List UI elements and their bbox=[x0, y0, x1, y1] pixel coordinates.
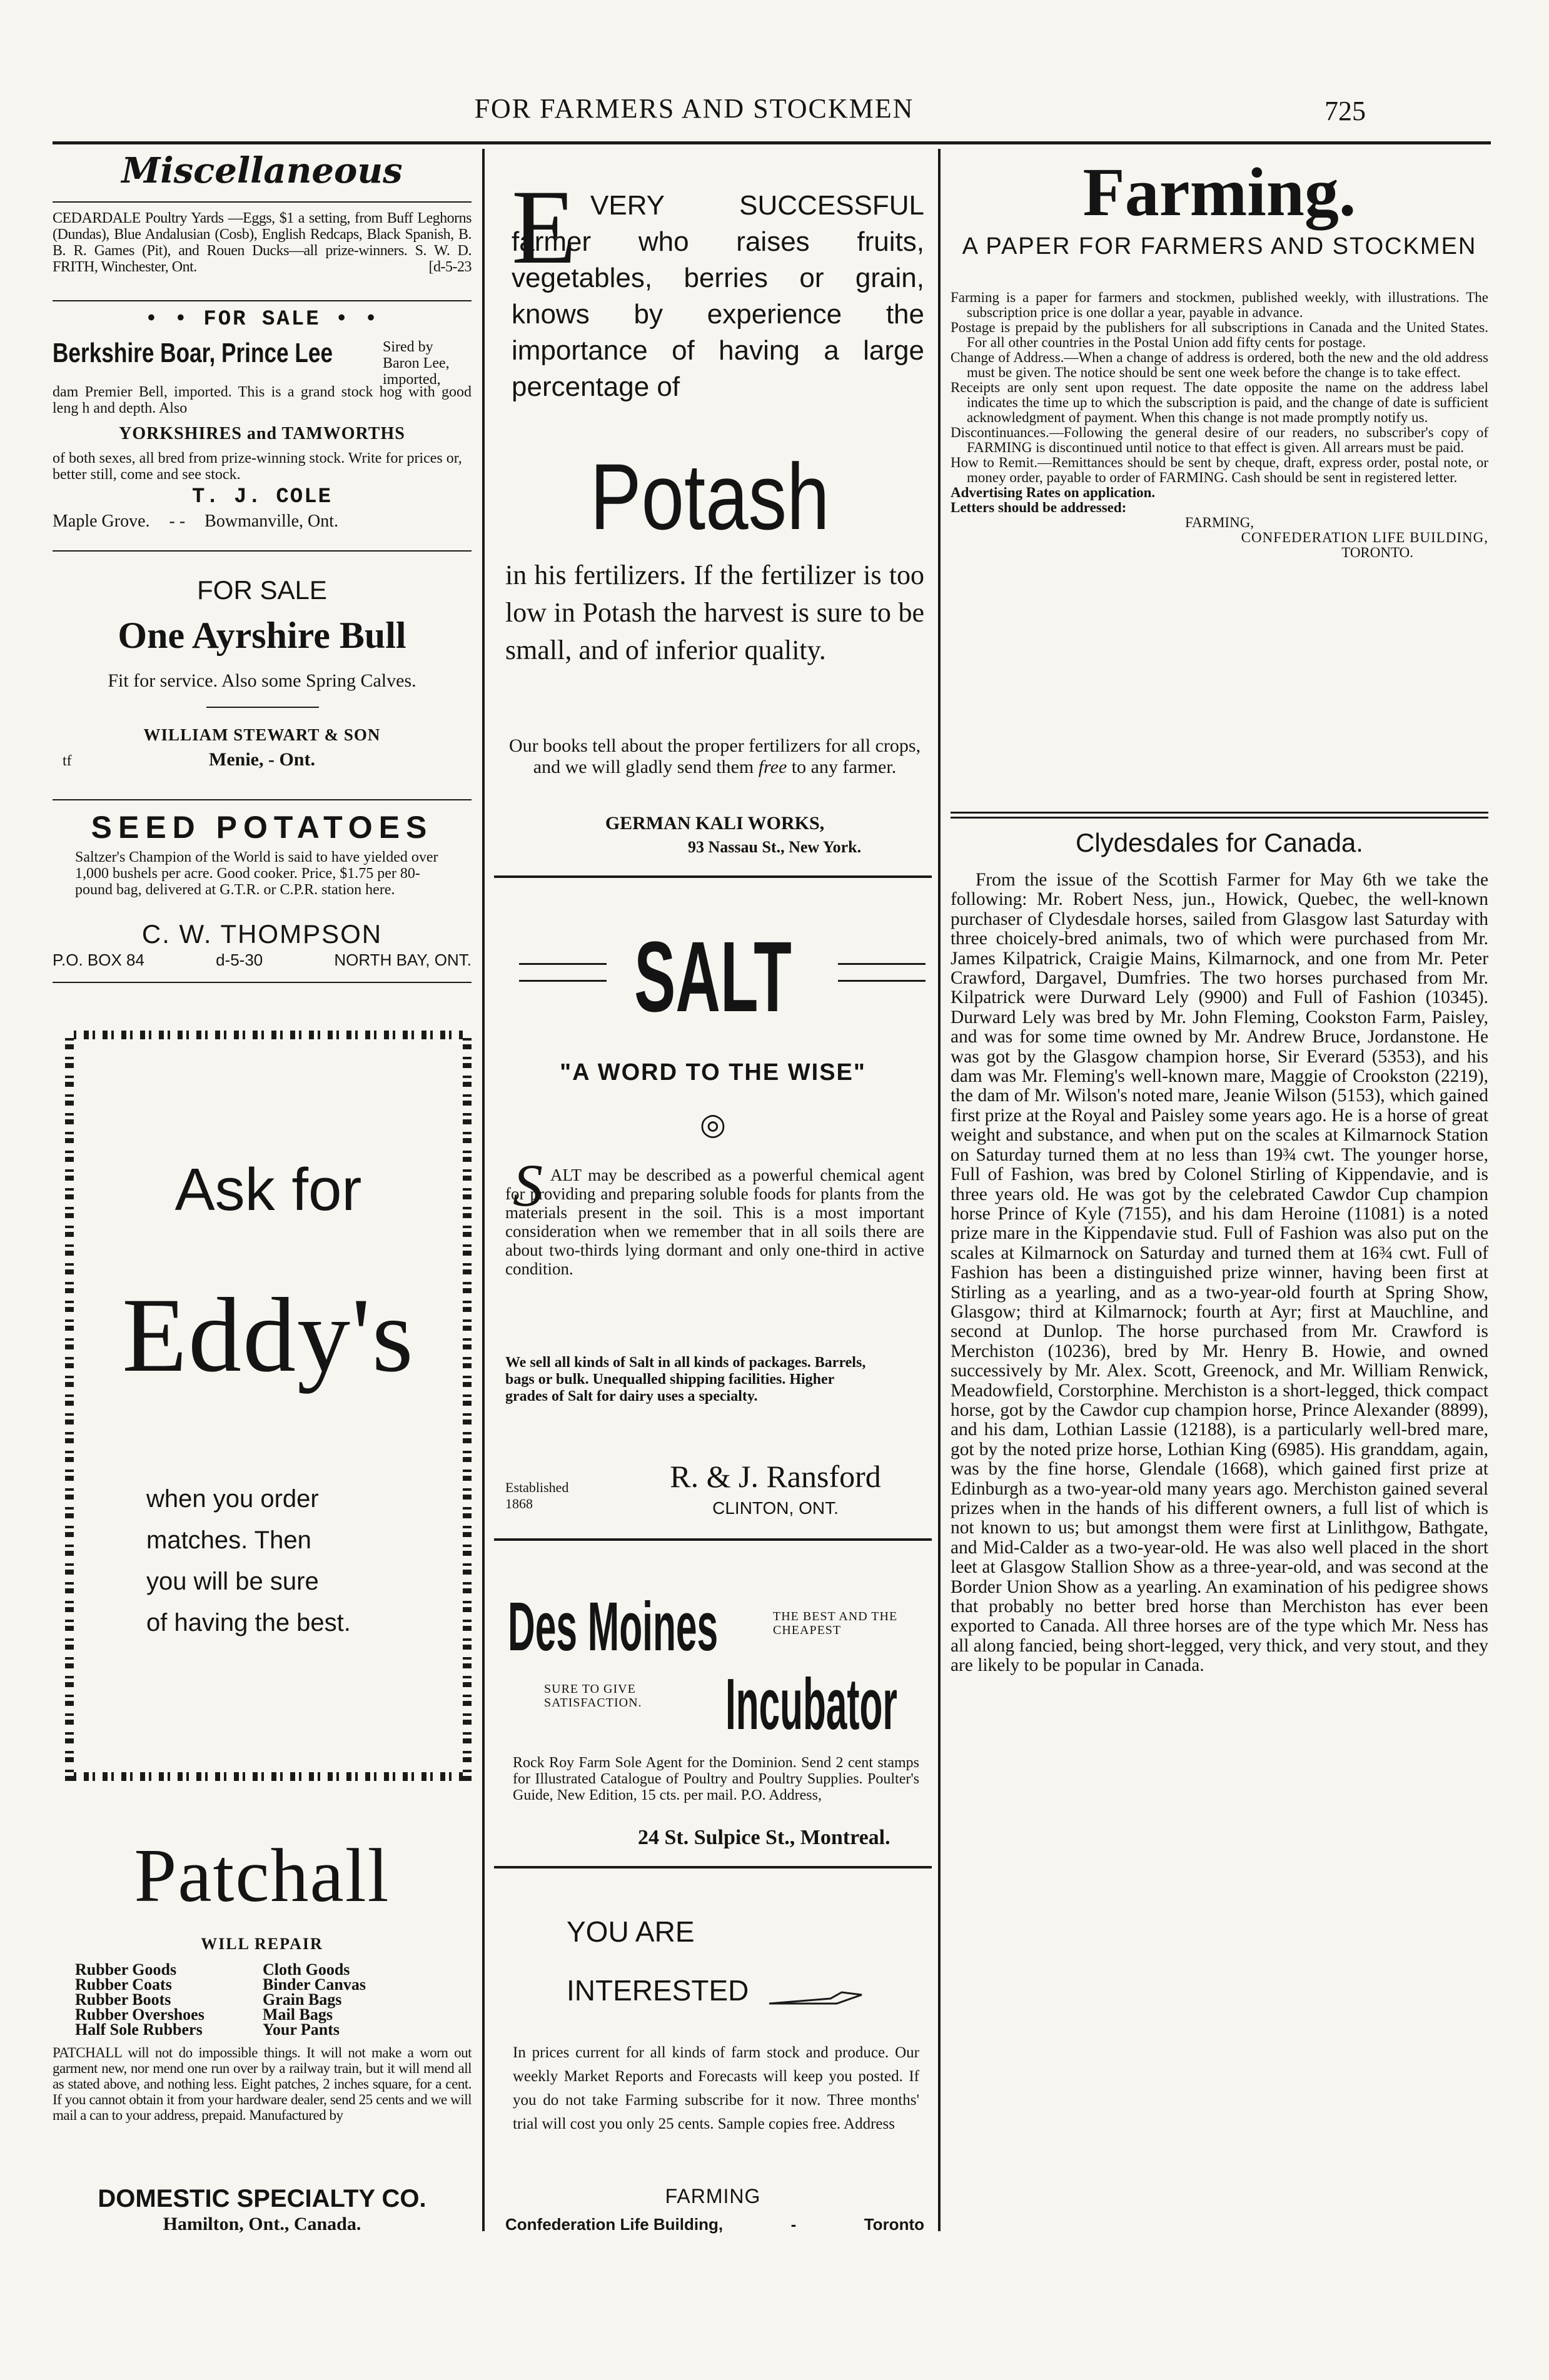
potash-word: Potash bbox=[590, 444, 830, 549]
eddy-line: matches. Then bbox=[146, 1526, 311, 1554]
farming-subtitle: A PAPER FOR FARMERS AND STOCKMEN bbox=[962, 233, 1477, 260]
seed-title: SEED POTATOES bbox=[91, 810, 433, 845]
farming-name: FARMING bbox=[665, 2185, 761, 2207]
patchall-item: Mail Bags bbox=[263, 2005, 333, 2024]
salt-place: CLINTON, ONT. bbox=[712, 1498, 839, 1518]
farming-bldg: Confederation Life Building, bbox=[505, 2215, 724, 2234]
berkshire-name: Berkshire Boar, Prince Lee bbox=[53, 338, 333, 368]
potash-books-text: Our books tell about the proper fertilizers for all crops, and we will gladly send them bbox=[508, 735, 921, 777]
ornament-border-top bbox=[65, 1031, 472, 1039]
rule bbox=[53, 550, 472, 552]
cole-place bbox=[53, 512, 472, 532]
notice-advertising: Advertising Rates on application. bbox=[951, 485, 1156, 500]
berkshire-ad bbox=[53, 335, 472, 388]
patchall-sub: WILL REPAIR bbox=[201, 1935, 323, 1953]
misc-heading: Miscellaneous bbox=[121, 150, 403, 191]
stewart-mark: tf bbox=[63, 753, 72, 769]
column-rule-2 bbox=[938, 149, 941, 2231]
ayrshire-forsale: FOR SALE bbox=[197, 575, 327, 605]
patchall-text: PATCHALL will not do impossible things. It will not make a worn out garment new, nor mend one run over by a railway train, but it will mend all as stated above, and nothing less. Eight patches, 2 inches square, for a cent. If you cannot obtain it from your hardware dealer, send 25 cents and we will mail a can to your address, prepaid. Manufactured by bbox=[53, 2045, 472, 2123]
potash-lead: VERY SUCCESSFUL farmer who raises fruits, vegetables, berries or grain, knows by experience the importance of having a large percentage of bbox=[512, 190, 924, 402]
incubator-best: THE BEST AND THE CHEAPEST bbox=[773, 1610, 898, 1637]
eddy-line: you will be sure bbox=[146, 1568, 319, 1595]
yorkshires-heading: YORKSHIRES and TAMWORTHS bbox=[119, 424, 405, 443]
eddy-name: Eddy's bbox=[122, 1276, 415, 1394]
rule bbox=[951, 817, 1488, 819]
interested-line-2: INTERESTED bbox=[567, 1974, 749, 2007]
notice-remit: How to Remit.—Remittances should be sent by cheque, draft, express order, postal note, or money order, payable to order of FARMING. Cash should be sent in registered letter. bbox=[951, 455, 1488, 485]
incubator-name-2: Incubator bbox=[725, 1663, 897, 1745]
berkshire-text: dam Premier Bell, imported. This is a grand stock hog with good leng h and depth. Also bbox=[53, 384, 472, 416]
patchall-item: Cloth Goods bbox=[263, 1960, 350, 1979]
address-line-1: FARMING, bbox=[1184, 515, 1254, 530]
eddy-line: of having the best. bbox=[146, 1609, 351, 1636]
rule bbox=[53, 982, 472, 983]
kali-addr: 93 Nassau St., New York. bbox=[688, 838, 862, 856]
cole-place-dash: - - bbox=[169, 512, 186, 531]
seed-name: C. W. THOMPSON bbox=[141, 919, 383, 949]
patchall-item: Your Pants bbox=[263, 2020, 340, 2039]
cedardale-text: CEDARDALE Poultry Yards —Eggs, $1 a setting, from Buff Leghorns (Dundas), Blue Andalusian (Cosb), English Redcaps, Black Spanish, B. B. R. Games (Pit), and Rouen Ducks—all prize-winners. S. W. D. FRITH, Winchester, Ont. bbox=[53, 210, 472, 275]
interested-line-1: YOU ARE bbox=[567, 1915, 695, 1948]
rule bbox=[53, 300, 472, 301]
notice-postage: Postage is prepaid by the publishers for all subscriptions in Canada and the United States. For all other countries in the Postal Union add fifty cents for postage. bbox=[951, 320, 1488, 350]
yorkshires-text: of both sexes, all bred from prize-winning stock. Write for prices or, better still, come and see stock. bbox=[53, 450, 462, 483]
farming-title: Farming. bbox=[1082, 154, 1356, 230]
running-title: FOR FARMERS AND STOCKMEN bbox=[474, 93, 914, 124]
salt-sell: We sell all kinds of Salt in all kinds of packages. Barrels, bags or bulk. Unequalled shipping facilities. Higher grades of Salt for dairy uses a specialty. bbox=[505, 1354, 866, 1404]
potash-free-tail: to any farmer. bbox=[791, 757, 897, 777]
patchall-right-list bbox=[263, 1962, 450, 2037]
eddy-body bbox=[146, 1478, 447, 1643]
salt-est: Established 1868 bbox=[505, 1480, 569, 1511]
patchall-title: Patchall bbox=[134, 1833, 390, 1918]
patchall-item: Binder Canvas bbox=[263, 1975, 366, 1994]
patchall-item: Rubber Coats bbox=[75, 1975, 172, 1994]
patchall-item: Half Sole Rubbers bbox=[75, 2020, 203, 2039]
clyde-text: From the issue of the Scottish Farmer for May 6th we take the following: Mr. Robert Ness, jun., Howick, Quebec, the well-known purchaser of Clydesdale horses, sailed from Glasgow last Saturday with three choicely-bred animals, two of which were purchased from Mr. James Kilpatrick, Craigie Mains, Kilmarnock, and one from Mr. Peter Crawford, Dargavel, Dumfries. The two horses purchased from Mr. Kilpatrick were Durward Lely (9900) and Full of Fashion (10345). Durward Lely was bred by Mr. John Fleming, Cookston Farm, Paisley, and was for some time owned by Mr. Andrew Bruce, Jordanstone. He was got by the Glasgow champion horse, Sir Everard (5353), and his dam was Mr. Fleming's well-known mare, Maggie of Crookston (2219), the dam of Mr. Wilson's noted mare, Jeanie Wilson (5153), which gained first prize at the Royal and Paisley some years ago. He is a horse of great weight and substance, and when put on the scales at Kilmarnock Station on Saturday turned them at no less than 19¾ cwt. The younger horse, Full of Fashion, was bred by Colonel Stirling of Kippendavie, and is three years old. He was got by the celebrated Cawdor Cup champion horse Prince of Kyle (7155), and his dam Heroine (11081) is a noted prize mare in the Kippendavie stud. Full of Fashion was also put on the scales at Kilmarnock on Saturday and turned them at 16¾ cwt. Full of Fashion has been a distinguished prize winner, having been first at Stirling as a yearling, and as a two-year-old fourth at Spring Show, Glasgow; third at Kilmarnock; fourth at Ayr; first at Mauchline, and second at Dunlop. The horse purchased from Mr. Crawford is Merchiston (10236), bred by Mr. Henry B. Howie, and owned successively by Mr. Alex. Scott, Greenock, and Mr. William Renwick, Meadowfield, Corstorphine. Merchiston is a short-legged, thick compact horse, got by the Cawdor cup champion horse, Prince Alexander (8899), and his dam, Lothian Lassie (12188), is a particularly well-bred mare, got by the noted prize horse, Lothian King (6985). His granddam, again, was by the fine horse, Glendale (1668), which gained first prize at Edinburgh as a two-year-old many years ago. Merchiston gained several prizes when in the hands of his different owners, a full list of which is not known to us; but amongst them were first at Linlithgow, Bathgate, and Mid-Calder as a two-year-old. He was also well placed in the short leet at Glasgow Stallion Show as a three-year-old, and was second at the Border Union Show as a yearling. An examination of his pedigree shows that probably no better bred horse than Merchiston has ever been exported to Canada. All three horses are of the type which Mr. Ness has all along fancied, being short-legged, very thick, and very stout, and they are likely to be popular in Canada. bbox=[951, 870, 1488, 1676]
potash-books bbox=[505, 735, 924, 778]
salt-lines-right bbox=[838, 963, 926, 982]
salt-firm: R. & J. Ransford bbox=[670, 1459, 881, 1494]
ornament-border-right bbox=[463, 1031, 472, 1781]
address-line-2: CONFEDERATION LIFE BUILDING, bbox=[1241, 530, 1488, 545]
rule bbox=[53, 799, 472, 800]
stewart-name: WILLIAM STEWART & SON bbox=[143, 725, 381, 744]
farming-notices bbox=[951, 290, 1488, 560]
seed-code: d-5-30 bbox=[216, 950, 263, 969]
patchall-item: Grain Bags bbox=[263, 1990, 342, 2009]
ayrshire-text: Fit for service. Also some Spring Calves. bbox=[108, 670, 416, 691]
salt-text: ALT may be described as a powerful chemical agent for providing and preparing soluble foods for plants from the materials present in the soil. This is a most important consideration when we remember that in all soils there are about two-thirds lying dormant and only one-third in active condition. bbox=[505, 1166, 924, 1278]
berkshire-sire: Sired by Baron Lee, imported, bbox=[383, 339, 450, 388]
potash-text: in his fertilizers. If the fertilizer is too low in Potash the harvest is sure to be small, and of inferior quality. bbox=[505, 560, 924, 665]
salt-initial: S bbox=[513, 1152, 543, 1219]
potash-initial: E bbox=[512, 168, 577, 286]
domestic-place: Hamilton, Ont., Canada. bbox=[163, 2214, 361, 2234]
eddy-line: when you order bbox=[146, 1485, 319, 1513]
incubator-text: Rock Roy Farm Sole Agent for the Dominion. Send 2 cent stamps for Illustrated Catalogue of Poultry and Poultry Supplies. Poulter's Guide, New Edition, 15 cts. per mail. P.O. Address, bbox=[513, 1755, 919, 1803]
potash-free: free bbox=[758, 757, 787, 777]
notice-letters: Letters should be addressed: bbox=[951, 500, 1127, 515]
patchall-lists bbox=[75, 1962, 450, 2037]
incubator-sure: SURE TO GIVE SATISFACTION. bbox=[544, 1682, 642, 1710]
seed-place: NORTH BAY, ONT. bbox=[334, 950, 472, 969]
notice-change: Change of Address.—When a change of address is ordered, both the new and the old address must be given. The notice should be sent one week before the change is to take effect. bbox=[951, 350, 1488, 380]
patchall-item: Rubber Goods bbox=[75, 1960, 177, 1979]
rule bbox=[53, 201, 472, 203]
eddy-ask: Ask for bbox=[174, 1156, 362, 1223]
incubator-name-1: Des Moines bbox=[508, 1588, 719, 1665]
kali-name: GERMAN KALI WORKS, bbox=[605, 813, 825, 834]
cole-place-left: Maple Grove. bbox=[53, 512, 150, 531]
ad-code: [d-5-23 bbox=[428, 259, 472, 275]
ornament-icon: ◎ bbox=[700, 1108, 726, 1141]
for-sale-banner: • • FOR SALE • • bbox=[144, 308, 380, 331]
ornament-border-bottom bbox=[65, 1772, 472, 1781]
rule bbox=[494, 1538, 932, 1541]
ornament-border-left bbox=[65, 1031, 74, 1781]
patchall-item: Rubber Overshoes bbox=[75, 2005, 204, 2024]
stewart-place: Menie, - Ont. bbox=[209, 749, 315, 770]
notice-discontinuances: Discontinuances.—Following the general desire of our readers, no subscriber's copy of FARMING is discontinued until notice to that effect is given. All arrears must be paid. bbox=[951, 425, 1488, 455]
seed-box: P.O. BOX 84 bbox=[53, 950, 144, 969]
page-number: 725 bbox=[1324, 96, 1366, 126]
farming-dash: - bbox=[790, 2215, 797, 2234]
interested-text: In prices current for all kinds of farm stock and produce. Our weekly Market Reports and Forecasts will keep you posted. If you do not take Farming subscribe for it now. Three months' trial will cost you only 25 cents. Sample copies free. Address bbox=[513, 2044, 919, 2132]
hand-pointer-icon bbox=[768, 1980, 868, 2011]
patchall-left-list bbox=[75, 1962, 263, 2037]
notice-receipts: Receipts are only sent upon request. The date opposite the name on the address label indicates the time up to which the subscription is paid, and the change of date is sufficient acknowledgment of payment. When this change is not made promptly notify us. bbox=[951, 380, 1488, 425]
rule bbox=[206, 707, 319, 708]
column-rule-1 bbox=[482, 149, 485, 2231]
clyde-title: Clydesdales for Canada. bbox=[1076, 828, 1363, 857]
address-line-3: TORONTO. bbox=[1341, 545, 1413, 560]
patchall-item: Rubber Boots bbox=[75, 1990, 171, 2009]
rule bbox=[951, 812, 1488, 814]
farming-city: Toronto bbox=[864, 2215, 924, 2234]
incubator-addr: 24 St. Sulpice St., Montreal. bbox=[638, 1826, 891, 1849]
seed-text: Saltzer's Champion of the World is said to have yielded over 1,000 bushels per acre. Good cooker. Price, $1.75 per 80-pound bag, delivered at G.T.R. or C.P.R. station here. bbox=[75, 849, 438, 898]
salt-tagline: "A WORD TO THE WISE" bbox=[560, 1059, 866, 1086]
header-rule bbox=[53, 141, 1491, 144]
domestic-name: DOMESTIC SPECIALTY CO. bbox=[98, 2185, 426, 2212]
farming-footer bbox=[505, 2215, 924, 2234]
cole-name: T. J. COLE bbox=[191, 485, 333, 509]
cole-place-right: Bowmanville, Ont. bbox=[204, 512, 339, 531]
cedardale-ad bbox=[53, 210, 472, 275]
seed-contact bbox=[53, 950, 472, 970]
rule bbox=[494, 875, 932, 878]
salt-word: SALT bbox=[634, 920, 792, 1032]
notice-intro: Farming is a paper for farmers and stockmen, published weekly, with illustrations. The subscription price is one dollar a year, payable in advance. bbox=[951, 290, 1488, 320]
rule bbox=[494, 1866, 932, 1868]
ayrshire-title: One Ayrshire Bull bbox=[118, 615, 406, 656]
eddy-ad bbox=[65, 1031, 472, 1781]
